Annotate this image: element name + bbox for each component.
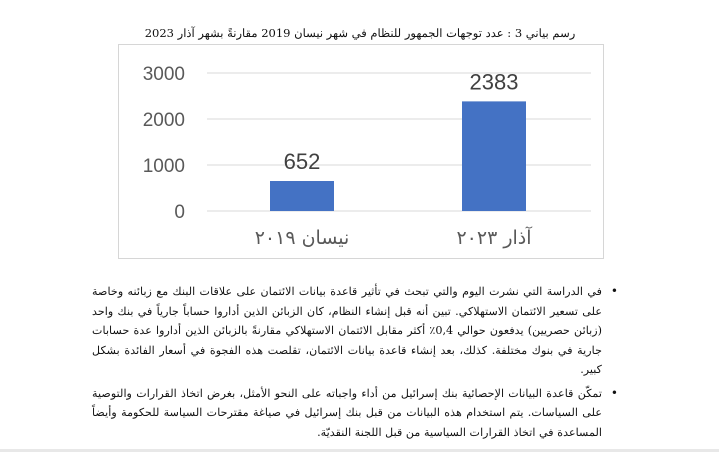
chart-title: رسم بياني 3 : عدد توجهات الجمهور للنظام في شهر نيسان 2019 مقارنةً بشهر آذار 2023 [144, 26, 576, 40]
data-label: 652 [283, 149, 321, 175]
bar [462, 101, 526, 211]
y-tick-label: 2000 [142, 110, 185, 131]
bar [270, 181, 334, 211]
x-tick-label: آذار ٢٠٢٣ [456, 227, 532, 249]
body-text [92, 282, 620, 446]
y-tick-label: 0 [174, 202, 185, 223]
data-label: 2383 [469, 69, 519, 95]
bullet-paragraph-1: • في الدراسة التي نشرت اليوم والتي تبحث في تأثير قاعدة بيانات الائتمان على علاقات البنك مع زبائنه وخاصة على تسعير الائتمان الاستهلاكي. تبين أنه قبل إنشاء النظام، كان الزبائن الذين أداروا حساباً جارياً في بنك واحد (زبائن حصريين) يدفعون حوالي 0,4٪ أكثر مقابل الائتمان الاستهلاكي مقارنةً بالزبائن الذين أداروا عدة حسابات جارية في بنوك مختلفة. كذلك، بعد إنشاء قاعدة بيانات الائتمان، تقلصت هذه الفجوة في أسعار الفائدة بشكل كبير. [92, 282, 602, 380]
x-tick-label: نيسان ٢٠١٩ [254, 227, 350, 249]
chart-frame [118, 44, 604, 259]
y-tick-label: 3000 [142, 64, 185, 85]
bullet-list [92, 282, 620, 442]
bullet-paragraph-2: • تمكّن قاعدة البيانات الإحصائية بنك إسرائيل من أداء واجباته على النحو الأمثل، بغرض اتخاذ القرارات والتوصية على السياسات. يتم استخدام هذه البيانات من قبل بنك إسرائيل في صياغة مقترحات السياسة للحكومة وأيضاً المساعدة في اتخاذ القرارات السياسية من قبل اللجنة النقديّة. [92, 384, 602, 443]
bar-chart [119, 45, 603, 258]
y-tick-label: 1000 [142, 156, 185, 177]
